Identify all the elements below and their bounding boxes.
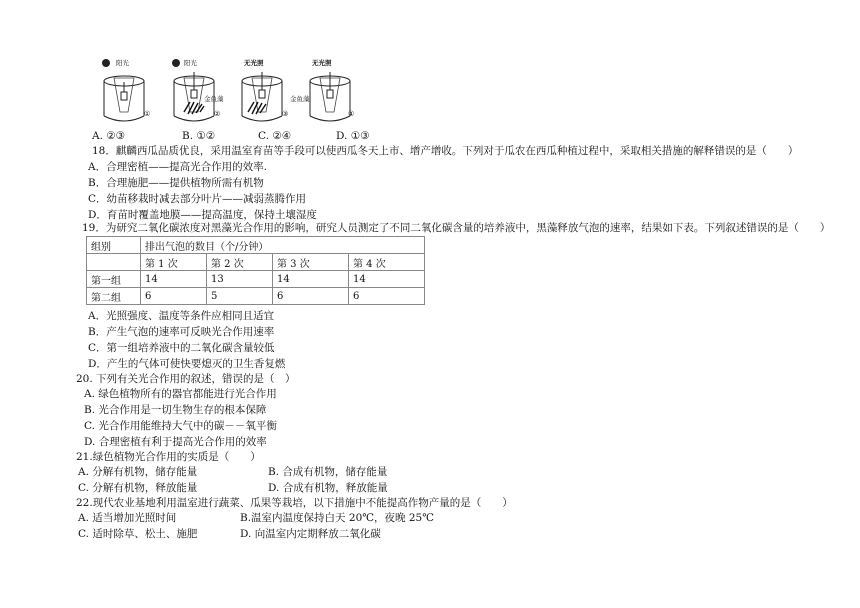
q21-option-b: B. 合成有机物，储存能量 bbox=[268, 466, 388, 478]
q22-option-a: A. 适当增加光照时间 bbox=[78, 512, 177, 524]
table-subheader: 第 4 次 bbox=[349, 254, 425, 271]
q19-option-d: D．产生的气体可使快要熄灭的卫生香复燃 bbox=[88, 358, 286, 370]
q21-stem: 21.绿色植物光合作用的实质是（ ） bbox=[76, 451, 261, 463]
q20-stem: 20. 下列有关光合作用的叙述，错误的是（ ） bbox=[76, 373, 296, 385]
figure-label: 阳光 bbox=[184, 59, 197, 67]
table-cell: 6 bbox=[349, 288, 425, 305]
q17-option-a: A. ②③ bbox=[92, 130, 126, 142]
q21-option-a: A. 分解有机物，储存能量 bbox=[78, 466, 198, 478]
table-subheader: 第 1 次 bbox=[141, 254, 207, 271]
table-cell: 14 bbox=[141, 271, 207, 288]
figure-label: 无光照 bbox=[244, 59, 264, 67]
q18-option-c: C．幼苗移栽时减去部分叶片——减弱蒸腾作用 bbox=[88, 193, 307, 205]
q18-option-b: B．合理施肥——提供植物所需有机物 bbox=[88, 177, 264, 189]
figure-number: ③ bbox=[282, 110, 289, 118]
q19-stem: 19．为研究二氧化碳浓度对黑藻光合作用的影响，研究人员测定了不同二氧化碳含量的培养液中，黑藻释放气泡的速率，结果如下表。下列叙述错误的是（ ） bbox=[82, 222, 831, 234]
table-cell: 13 bbox=[207, 271, 273, 288]
q22-option-d: D. 向温室内定期释放二氧化碳 bbox=[240, 528, 381, 540]
figure-label: 无光照 bbox=[312, 59, 332, 67]
q20-option-a: A. 绿色植物所有的器官都能进行光合作用 bbox=[84, 388, 277, 400]
q21-option-c: C. 分解有机物，释放能量 bbox=[78, 482, 198, 494]
figure-side-label: 金鱼藻 bbox=[204, 95, 224, 103]
table-cell bbox=[87, 254, 141, 271]
table-cell: 14 bbox=[349, 271, 425, 288]
q19-option-b: B．产生气泡的速率可反映光合作用速率 bbox=[88, 326, 275, 338]
q22-option-b: B.温室内温度保持白天 20℃，夜晚 25℃ bbox=[240, 512, 434, 524]
figure-number: ① bbox=[144, 110, 151, 118]
table-cell: 6 bbox=[273, 288, 349, 305]
q21-option-d: D. 合成有机物，释放能量 bbox=[268, 482, 388, 494]
table-header-row bbox=[87, 237, 425, 254]
table-cell: 5 bbox=[207, 288, 273, 305]
q22-stem: 22.现代农业基地利用温室进行蔬菜、瓜果等栽培，以下措施中不能提高作物产量的是（ ） bbox=[76, 497, 513, 509]
q18-stem: 18．麒麟西瓜品质优良，采用温室育苗等手段可以使西瓜冬天上市、增产增收。下列对于瓜农在西瓜种植过程中，采取相关措施的解释错误的是（ ） bbox=[92, 145, 799, 157]
table-cell: 6 bbox=[141, 288, 207, 305]
q19-option-c: C．第一组培养液中的二氧化碳含量较低 bbox=[88, 342, 275, 354]
figure-label: 阳光 bbox=[116, 59, 129, 67]
table-subheader-row bbox=[87, 254, 425, 271]
beaker-illustration bbox=[300, 56, 364, 128]
figure-side-label: 金鱼藻 bbox=[290, 95, 310, 103]
beaker-figure-4 bbox=[290, 56, 364, 128]
q18-option-d: D．育苗时覆盖地膜——提高温度，保持土壤湿度 bbox=[88, 209, 317, 221]
table-cell: 14 bbox=[273, 271, 349, 288]
figure-number: ② bbox=[214, 110, 221, 118]
figure-number: ④ bbox=[348, 110, 355, 118]
table-row bbox=[87, 271, 425, 288]
table-row-name: 第一组 bbox=[87, 271, 141, 288]
beaker-figure-1 bbox=[92, 56, 156, 128]
q19-data-table bbox=[86, 236, 425, 305]
q22-option-c: C. 适时除草、松土、施肥 bbox=[78, 528, 198, 540]
beaker-figure-3 bbox=[232, 56, 296, 128]
table-subheader: 第 3 次 bbox=[273, 254, 349, 271]
q17-option-d: D. ①③ bbox=[336, 130, 370, 142]
table-subheader: 第 2 次 bbox=[207, 254, 273, 271]
q17-option-c: C. ②④ bbox=[258, 130, 292, 142]
q20-option-d: D. 合理密植有利于提高光合作用的效率 bbox=[84, 436, 267, 448]
q18-option-a: A．合理密植——提高光合作用的效率. bbox=[88, 161, 267, 173]
q19-option-a: A．光照强度、温度等条件应相同且适宜 bbox=[88, 310, 275, 322]
beaker-figure-2 bbox=[164, 56, 228, 128]
q20-option-b: B. 光合作用是一切生物生存的根本保障 bbox=[84, 404, 267, 416]
q17-option-b: B. ①② bbox=[182, 130, 216, 142]
table-row bbox=[87, 288, 425, 305]
q20-option-c: C. 光合作用能维持大气中的碳－－氧平衡 bbox=[84, 420, 277, 432]
table-header-group: 组别 bbox=[87, 237, 141, 254]
table-header-title: 排出气泡的数目（个/分钟） bbox=[141, 237, 425, 254]
table-row-name: 第二组 bbox=[87, 288, 141, 305]
